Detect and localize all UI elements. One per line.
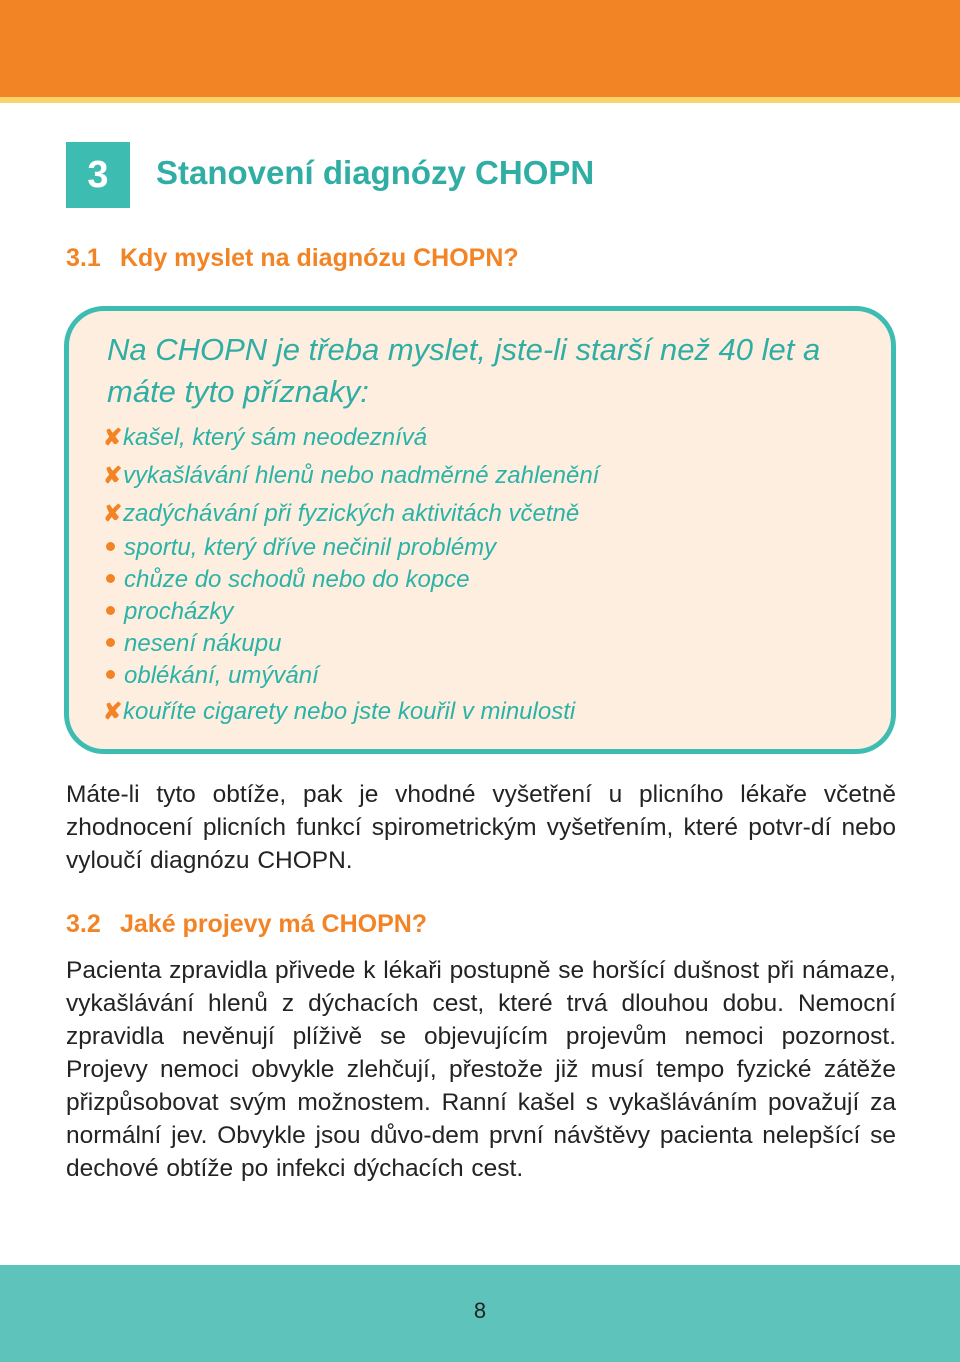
symptom-item: ✘zadýchávání při fyzických aktivitách včetně xyxy=(103,494,599,532)
chapter-number: 3 xyxy=(87,153,109,196)
section-title: Jaké projevy má CHOPN? xyxy=(120,910,428,938)
chapter-number-box xyxy=(66,142,130,208)
section-number: 3.2 xyxy=(66,910,101,938)
paragraph-spirometry: Máte-li tyto obtíže, pak je vhodné vyšetření u plicního lékaře včetně zhodnocení plicních funkcí spirometrickým vyšetřením, které potvr-dí nebo vyloučí diagnózu CHOPN. xyxy=(66,781,896,874)
cross-mark-icon: ✘ xyxy=(103,462,123,488)
top-color-band xyxy=(0,0,960,97)
symptom-item: ✘kašel, který sám neodeznívá xyxy=(103,418,599,456)
symptom-list xyxy=(103,418,599,730)
section-title: Kdy myslet na diagnózu CHOPN? xyxy=(120,244,519,272)
activity-subitem: oblékání, umývání xyxy=(103,660,599,692)
symptoms-callout-box xyxy=(64,306,896,754)
bullet-dot-icon xyxy=(106,574,115,583)
cross-mark-icon: ✘ xyxy=(103,698,123,724)
symptom-item: ✘kouříte cigarety nebo jste kouřil v minulosti xyxy=(103,692,599,730)
activity-subitem: sportu, který dříve nečinil problémy xyxy=(103,532,599,564)
section-heading-3-2 xyxy=(66,910,427,939)
paragraph-symptoms: Pacienta zpravidla přivede k lékaři postupně se horšící dušnost při námaze, vykašlávání hlenů z dýchacích cest, které trvá dlouhou dobu. Nemocní zpravidla nevěnují plíživě se objevujícím projevům nemoci pozornost. Projevy nemoci obvykle zlehčují, přestože již musí tempo fyzické zátěže přizpůsobovat svým možnostem. Ranní kašel s vykašláváním považují za normální jev. Obvykle jsou důvo-dem první návštěvy pacienta nelepšící se dechové obtíže po infekci dýchacích cest. xyxy=(66,957,896,1182)
page-number: 8 xyxy=(473,1298,487,1323)
symptom-item: ✘vykašlávání hlenů nebo nadměrné zahlenění xyxy=(103,456,599,494)
top-accent-line xyxy=(0,97,960,103)
cross-mark-icon: ✘ xyxy=(103,424,123,450)
activity-subitem: chůze do schodů nebo do kopce xyxy=(103,564,599,596)
bullet-dot-icon xyxy=(106,670,115,679)
activity-subitem: nesení nákupu xyxy=(103,628,599,660)
callout-title: Na CHOPN je třeba myslet, jste-li starší než 40 let a máte tyto příznaky: xyxy=(107,332,821,409)
bullet-dot-icon xyxy=(106,542,115,551)
chapter-title: Stanovení diagnózy CHOPN xyxy=(156,154,595,191)
bullet-dot-icon xyxy=(106,606,115,615)
section-number: 3.1 xyxy=(66,244,101,272)
section-heading-3-1 xyxy=(66,244,519,273)
bullet-dot-icon xyxy=(106,638,115,647)
activity-subitem: procházky xyxy=(103,596,599,628)
cross-mark-icon: ✘ xyxy=(103,500,123,526)
